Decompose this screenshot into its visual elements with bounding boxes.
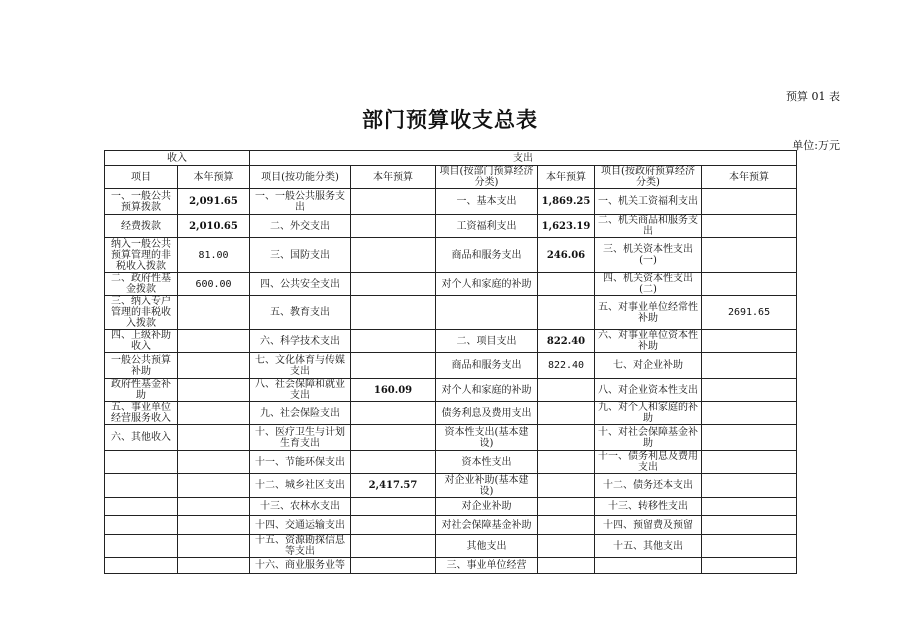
- dept-econ-budget: 1,869.25: [538, 189, 595, 215]
- dept-econ-item: 商品和服务支出: [436, 353, 538, 379]
- func-item: 十四、交通运输支出: [250, 516, 351, 535]
- func-budget: 160.09: [351, 379, 436, 402]
- income-budget: [178, 379, 250, 402]
- table-row: [105, 451, 797, 474]
- income-item: 经费拨款: [105, 215, 178, 238]
- func-item: 三、国防支出: [250, 238, 351, 273]
- table-row: [105, 516, 797, 535]
- dept-econ-item: 对个人和家庭的补助: [436, 273, 538, 296]
- income-budget: [178, 451, 250, 474]
- dept-econ-budget: [538, 425, 595, 451]
- income-budget: 2,010.65: [178, 215, 250, 238]
- income-item: 一般公共预算补助: [105, 353, 178, 379]
- income-header: 收入: [105, 151, 250, 166]
- gov-econ-item: 四、机关资本性支出(二): [595, 273, 702, 296]
- func-budget: [351, 273, 436, 296]
- dept-econ-budget: 822.40: [538, 353, 595, 379]
- func-item: 四、公共安全支出: [250, 273, 351, 296]
- gov-econ-item: 十三、转移性支出: [595, 498, 702, 516]
- table-row: [105, 238, 797, 273]
- func-budget: [351, 189, 436, 215]
- table-row: [105, 296, 797, 330]
- col-func-budget: 本年预算: [351, 166, 436, 189]
- income-item: 五、事业单位经营服务收入: [105, 402, 178, 425]
- unit-label: 单位:万元: [792, 139, 840, 152]
- func-budget: [351, 451, 436, 474]
- dept-econ-budget: [538, 273, 595, 296]
- dept-econ-item: 对企业补助(基本建设): [436, 474, 538, 498]
- func-budget: [351, 353, 436, 379]
- income-budget: [178, 498, 250, 516]
- table-row: [105, 379, 797, 402]
- table-row: [105, 330, 797, 353]
- income-budget: [178, 402, 250, 425]
- dept-econ-item: 二、项目支出: [436, 330, 538, 353]
- func-budget: [351, 558, 436, 574]
- gov-econ-item: 十五、其他支出: [595, 535, 702, 558]
- gov-econ-item: 十、对社会保障基金补助: [595, 425, 702, 451]
- dept-econ-budget: 1,623.19: [538, 215, 595, 238]
- dept-econ-item: 工资福利支出: [436, 215, 538, 238]
- group-header-row: [105, 151, 797, 166]
- gov-econ-budget: [702, 451, 797, 474]
- income-budget: 2,091.65: [178, 189, 250, 215]
- gov-econ-budget: [702, 189, 797, 215]
- gov-econ-budget: [702, 558, 797, 574]
- table-row: [105, 558, 797, 574]
- func-item: 七、文化体育与传媒支出: [250, 353, 351, 379]
- func-item: 六、科学技术支出: [250, 330, 351, 353]
- table-row: [105, 189, 797, 215]
- gov-econ-budget: [702, 474, 797, 498]
- dept-econ-item: [436, 296, 538, 330]
- gov-econ-budget: [702, 353, 797, 379]
- gov-econ-budget: [702, 215, 797, 238]
- gov-econ-item: 十二、债务还本支出: [595, 474, 702, 498]
- func-item: 十五、资源勘探信息等支出: [250, 535, 351, 558]
- col-gov-econ-budget: 本年预算: [702, 166, 797, 189]
- dept-econ-budget: [538, 516, 595, 535]
- budget-table: [104, 150, 797, 574]
- table-row: [105, 215, 797, 238]
- income-budget: 81.00: [178, 238, 250, 273]
- func-item: 二、外交支出: [250, 215, 351, 238]
- col-dept-econ-budget: 本年预算: [538, 166, 595, 189]
- dept-econ-budget: [538, 535, 595, 558]
- func-item: 九、社会保险支出: [250, 402, 351, 425]
- dept-econ-budget: [538, 296, 595, 330]
- func-item: 十一、节能环保支出: [250, 451, 351, 474]
- income-item: 一、一般公共预算拨款: [105, 189, 178, 215]
- income-budget: [178, 474, 250, 498]
- dept-econ-budget: 822.40: [538, 330, 595, 353]
- form-number: 预算 01 表: [786, 90, 840, 103]
- income-budget: [178, 296, 250, 330]
- col-gov-econ-item: 项目(按政府预算经济分类): [595, 166, 702, 189]
- dept-econ-budget: [538, 451, 595, 474]
- income-budget: [178, 558, 250, 574]
- gov-econ-item: 十一、债务利息及费用支出: [595, 451, 702, 474]
- gov-econ-budget: [702, 535, 797, 558]
- func-item: 五、教育支出: [250, 296, 351, 330]
- gov-econ-item: [595, 558, 702, 574]
- gov-econ-budget: [702, 402, 797, 425]
- gov-econ-budget: [702, 498, 797, 516]
- gov-econ-item: 八、对企业资本性支出: [595, 379, 702, 402]
- func-budget: [351, 238, 436, 273]
- income-budget: [178, 535, 250, 558]
- table-row: [105, 535, 797, 558]
- col-income-item: 项目: [105, 166, 178, 189]
- income-item: [105, 474, 178, 498]
- col-func-item: 项目(按功能分类): [250, 166, 351, 189]
- func-budget: [351, 498, 436, 516]
- income-item: [105, 498, 178, 516]
- gov-econ-budget: [702, 379, 797, 402]
- dept-econ-budget: [538, 498, 595, 516]
- table-row: [105, 273, 797, 296]
- gov-econ-item: 二、机关商品和服务支出: [595, 215, 702, 238]
- gov-econ-item: 七、对企业补助: [595, 353, 702, 379]
- func-item: 十三、农林水支出: [250, 498, 351, 516]
- col-income-budget: 本年预算: [178, 166, 250, 189]
- income-item: 六、其他收入: [105, 425, 178, 451]
- income-budget: [178, 516, 250, 535]
- gov-econ-item: 九、对个人和家庭的补助: [595, 402, 702, 425]
- table-row: [105, 425, 797, 451]
- func-budget: [351, 425, 436, 451]
- dept-econ-item: 资本性支出: [436, 451, 538, 474]
- func-budget: [351, 296, 436, 330]
- gov-econ-budget: [702, 330, 797, 353]
- income-item: [105, 535, 178, 558]
- func-budget: [351, 215, 436, 238]
- gov-econ-budget: 2691.65: [702, 296, 797, 330]
- table-row: [105, 474, 797, 498]
- func-item: 一、一般公共服务支出: [250, 189, 351, 215]
- income-budget: [178, 425, 250, 451]
- gov-econ-item: 六、对事业单位资本性补助: [595, 330, 702, 353]
- income-budget: [178, 353, 250, 379]
- func-budget: [351, 535, 436, 558]
- dept-econ-item: 债务利息及费用支出: [436, 402, 538, 425]
- dept-econ-budget: [538, 558, 595, 574]
- dept-econ-budget: 246.06: [538, 238, 595, 273]
- expense-header: 支出: [250, 151, 797, 166]
- dept-econ-item: 一、基本支出: [436, 189, 538, 215]
- income-budget: 600.00: [178, 273, 250, 296]
- func-budget: 2,417.57: [351, 474, 436, 498]
- dept-econ-item: 其他支出: [436, 535, 538, 558]
- table-row: [105, 353, 797, 379]
- gov-econ-budget: [702, 273, 797, 296]
- dept-econ-item: 对企业补助: [436, 498, 538, 516]
- dept-econ-item: 商品和服务支出: [436, 238, 538, 273]
- income-budget: [178, 330, 250, 353]
- func-item: 十六、商业服务业等: [250, 558, 351, 574]
- gov-econ-budget: [702, 238, 797, 273]
- gov-econ-item: 一、机关工资福利支出: [595, 189, 702, 215]
- func-item: 十、医疗卫生与计划生育支出: [250, 425, 351, 451]
- gov-econ-budget: [702, 425, 797, 451]
- gov-econ-item: 五、对事业单位经常性补助: [595, 296, 702, 330]
- income-item: [105, 516, 178, 535]
- page-title: 部门预算收支总表: [362, 107, 538, 132]
- gov-econ-budget: [702, 516, 797, 535]
- func-budget: [351, 330, 436, 353]
- income-item: [105, 451, 178, 474]
- dept-econ-budget: [538, 402, 595, 425]
- func-item: 八、社会保障和就业支出: [250, 379, 351, 402]
- income-item: 三、纳入专户管理的非税收入拨款: [105, 296, 178, 330]
- income-item: [105, 558, 178, 574]
- func-budget: [351, 516, 436, 535]
- income-item: 四、上级补助收入: [105, 330, 178, 353]
- gov-econ-item: 十四、预留费及预留: [595, 516, 702, 535]
- income-item: 纳入一般公共预算管理的非税收入拨款: [105, 238, 178, 273]
- col-dept-econ-item: 项目(按部门预算经济分类): [436, 166, 538, 189]
- income-item: 政府性基金补助: [105, 379, 178, 402]
- income-item: 二、政府性基金拨款: [105, 273, 178, 296]
- dept-econ-item: 对社会保障基金补助: [436, 516, 538, 535]
- gov-econ-item: 三、机关资本性支出(一): [595, 238, 702, 273]
- table-row: [105, 498, 797, 516]
- func-item: 十二、城乡社区支出: [250, 474, 351, 498]
- dept-econ-budget: [538, 474, 595, 498]
- column-header-row: [105, 166, 797, 189]
- func-budget: [351, 402, 436, 425]
- table-row: [105, 402, 797, 425]
- dept-econ-item: 对个人和家庭的补助: [436, 379, 538, 402]
- dept-econ-budget: [538, 379, 595, 402]
- dept-econ-item: 资本性支出(基本建设): [436, 425, 538, 451]
- dept-econ-item: 三、事业单位经营: [436, 558, 538, 574]
